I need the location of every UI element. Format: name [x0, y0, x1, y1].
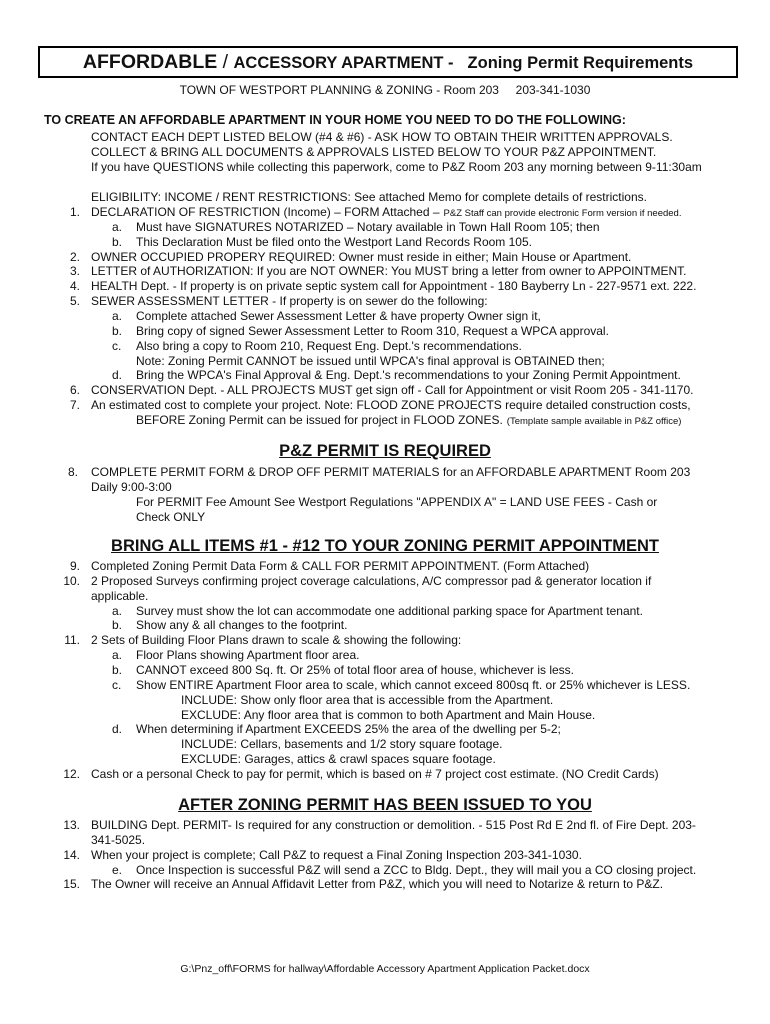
list-item-text [91, 559, 589, 573]
list-item-main-text: EXCLUDE: Any floor area that is common to both Apartment and Main House. [181, 707, 596, 722]
title-box [38, 46, 738, 78]
list-number: 3. [69, 264, 80, 279]
list-item-text [136, 354, 605, 368]
list-item-text [136, 368, 681, 382]
list-item-main-text: INCLUDE: Show only floor area that is accessible from the Apartment. [181, 692, 554, 707]
list-item-main-text: Completed Zoning Permit Data Form & CALL FOR PERMIT APPOINTMENT. (Form Attached) [91, 559, 590, 573]
list-item-main-text: applicable. [91, 588, 149, 603]
list-item-main-text: Also bring a copy to Room 210, Request Eng. Dept.'s recommendations. [136, 338, 522, 353]
list-item-text [136, 663, 574, 677]
list-number: 5. [69, 294, 80, 309]
list-item-text [91, 398, 691, 412]
list-item-text [91, 294, 488, 308]
sub-item-letter: d. [112, 722, 123, 737]
list-item-main-text: EXCLUDE: Garages, attics & crawl spaces square footage. [181, 752, 496, 767]
sub-item-letter: c. [112, 677, 122, 692]
list-item-text [91, 633, 461, 647]
list-number: 13. [63, 818, 80, 832]
list-item-text [181, 737, 503, 751]
sub-item-letter: d. [112, 368, 123, 383]
list-number: 4. [69, 279, 80, 294]
intro-heading: TO CREATE AN AFFORDABLE APARTMENT IN YOUR HOME YOU NEED TO DO THE FOLLOWING: [44, 113, 626, 127]
list-item-main-text: 341-5025. [91, 832, 146, 847]
list-number: 14. [63, 847, 80, 862]
list-item-main-text: 2 Sets of Building Floor Plans drawn to scale & showing the following: [91, 633, 462, 648]
intro-line: If you have QUESTIONS while collecting this paperwork, come to P&Z Room 203 any morning between 9-11:30am [91, 160, 702, 174]
heading-pz-permit: P&Z PERMIT IS REQUIRED [279, 442, 491, 460]
list-item-text [91, 205, 681, 221]
list-number: 7. [69, 398, 80, 413]
list-item-text [91, 767, 659, 781]
list-item-text [91, 589, 148, 603]
title-accessory: ACCESSORY APARTMENT - [233, 54, 454, 72]
list-item-main-text: Show ENTIRE Apartment Floor area to scale, which cannot exceed 800sq ft. or 25% whichever is LESS. [136, 677, 691, 692]
list-item-text: For PERMIT Fee Amount See Westport Regulations "APPENDIX A" = LAND USE FEES - Cash or [136, 495, 658, 509]
list-item-text [91, 848, 582, 862]
list-item-text [91, 574, 651, 588]
list-item-main-text: Once Inspection is successful P&Z will send a ZCC to Bldg. Dept., they will mail you a CO closing project. [136, 862, 697, 877]
list-item-main-text: Note: Zoning Permit CANNOT be issued until WPCA's final approval is OBTAINED then; [136, 353, 605, 368]
list-item-text [136, 220, 600, 234]
eligibility-line: ELIGIBILITY: INCOME / RENT RESTRICTIONS: See attached Memo for complete details of restrictions. [91, 190, 647, 204]
list-item-main-text: BUILDING Dept. PERMIT- Is required for any construction or demolition. - 515 Post Rd E 2nd fl. of Fire Dept. 203- [91, 818, 696, 832]
list-item-text: COMPLETE PERMIT FORM & DROP OFF PERMIT MATERIALS for an AFFORDABLE APARTMENT Room 203 [91, 465, 691, 479]
sub-item-letter: e. [112, 862, 123, 877]
list-number: 2. [69, 249, 80, 264]
list-item-main-text: CONSERVATION Dept. - ALL PROJECTS MUST get sign off - Call for Appointment or visit Room 205 - 341-1170. [91, 383, 694, 398]
list-item-text [91, 279, 696, 293]
list-item-text [91, 250, 631, 264]
list-item-text [136, 339, 522, 353]
list-item-main-text: Survey must show the lot can accommodate one additional parking space for Apartment tenant. [136, 603, 643, 618]
heading-after-permit: AFTER ZONING PERMIT HAS BEEN ISSUED TO YOU [178, 796, 592, 814]
list-item-text [136, 618, 347, 632]
list-item-text [136, 309, 541, 323]
sub-item-letter: a. [112, 308, 123, 323]
list-item-note: P&Z Staff can provide electronic Form version if needed. [443, 208, 682, 219]
list-item-main-text: HEALTH Dept. - If property is on private septic system call for Appointment - 180 Bayberry Ln - 227-9571 ext. 222. [91, 279, 697, 294]
intro-line: COLLECT & BRING ALL DOCUMENTS & APPROVALS LISTED BELOW TO YOUR P&Z APPOINTMENT. [91, 145, 657, 159]
list-item-main-text: Cash or a personal Check to pay for permit, which is based on # 7 project cost estimate. (NO Credit Cards) [91, 766, 659, 781]
list-item-text [181, 752, 496, 766]
list-item-main-text: 2 Proposed Surveys confirming project coverage calculations, A/C compressor pad & generator location if [91, 573, 652, 588]
list-item-main-text: Complete attached Sewer Assessment Letter & have property Owner sign it, [136, 308, 541, 323]
list-item-text [181, 693, 553, 707]
sub-item-letter: b. [112, 234, 123, 249]
list-number: 10. [63, 573, 80, 588]
list-item-main-text: An estimated cost to complete your project. Note: FLOOD ZONE PROJECTS require detailed construction costs, [91, 398, 691, 413]
list-item-main-text: Bring copy of signed Sewer Assessment Letter to Room 310, Request a WPCA approval. [136, 323, 609, 338]
list-item-text [136, 722, 561, 736]
title-zoning: Zoning Permit Requirements [467, 54, 694, 72]
sub-item-letter: b. [112, 618, 123, 633]
list-item-text [136, 413, 681, 429]
list-item-main-text: Bring the WPCA's Final Approval & Eng. Dept.'s recommendations to your Zoning Permit Appointment. [136, 368, 681, 383]
list-number: 9. [69, 559, 80, 573]
intro-line: CONTACT EACH DEPT LISTED BELOW (#4 & #6) - ASK HOW TO OBTAIN THEIR WRITTEN APPROVALS. [91, 130, 673, 144]
list-item-main-text: DECLARATION OF RESTRICTION (Income) – FORM Attached – [91, 205, 440, 219]
list-item-text: Daily 9:00-3:00 [91, 480, 172, 494]
list-number: 11. [64, 633, 80, 648]
list-item-text [136, 863, 696, 877]
title-affordable: AFFORDABLE [82, 51, 218, 73]
list-item-main-text: Must have SIGNATURES NOTARIZED – Notary available in Town Hall Room 105; then [136, 219, 600, 234]
sub-item-letter: b. [112, 323, 123, 338]
list-item-main-text: When your project is complete; Call P&Z to request a Final Zoning Inspection 203-341-1030. [91, 847, 582, 862]
list-item-text [136, 648, 359, 662]
list-item-text [91, 877, 663, 891]
list-number: 6. [69, 383, 80, 398]
footer-file-path: G:\Pnz_off\FORMS for hallway\Affordable Accessory Apartment Application Packet.docx [180, 963, 590, 975]
list-number: 12. [63, 766, 80, 781]
list-item-text [136, 324, 609, 338]
sub-item-letter: a. [112, 603, 123, 618]
list-item-text: Check ONLY [136, 510, 206, 524]
heading-bring-items: BRING ALL ITEMS #1 - #12 TO YOUR ZONING PERMIT APPOINTMENT [111, 537, 659, 555]
list-item-text [91, 833, 145, 847]
list-item-main-text: The Owner will receive an Annual Affidavit Letter from P&Z, which you will need to Notarize & return to P&Z. [91, 877, 664, 892]
list-number: 15. [63, 877, 80, 892]
list-number: 1. [69, 205, 80, 219]
list-number: 8. [67, 465, 78, 479]
list-item-main-text: SEWER ASSESSMENT LETTER - If property is on sewer do the following: [91, 294, 488, 309]
list-item-text [181, 708, 595, 722]
list-item-main-text: This Declaration Must be filed onto the Westport Land Records Room 105. [136, 234, 532, 249]
list-item-main-text: Show any & all changes to the footprint. [136, 618, 348, 633]
list-item-text [136, 235, 532, 249]
subtitle: TOWN OF WESTPORT PLANNING & ZONING - Room 203 203-341-1030 [179, 83, 591, 97]
list-item-main-text: INCLUDE: Cellars, basements and 1/2 story square footage. [181, 737, 503, 752]
list-item-main-text: CANNOT exceed 800 Sq. ft. Or 25% of total floor area of house, whichever is less. [136, 662, 574, 677]
list-item-main-text: LETTER of AUTHORIZATION: If you are NOT OWNER: You MUST bring a letter from owner to APPOINTMENT. [91, 264, 687, 279]
sub-item-letter: a. [112, 219, 123, 234]
list-item-main-text: BEFORE Zoning Permit can be issued for project in FLOOD ZONES. [136, 412, 503, 427]
list-item-main-text: When determining if Apartment EXCEEDS 25% the area of the dwelling per 5-2; [136, 722, 561, 737]
sub-item-letter: a. [112, 648, 123, 663]
list-item-text [91, 383, 693, 397]
list-item-text [136, 678, 690, 692]
title-separator: / [217, 51, 234, 73]
list-item-text [91, 818, 696, 832]
list-item-text [136, 604, 643, 618]
list-item-text [91, 264, 687, 278]
sub-item-letter: b. [112, 662, 123, 677]
list-item-note: (Template sample available in P&Z office) [506, 415, 682, 427]
list-item-main-text: OWNER OCCUPIED PROPERY REQUIRED: Owner must reside in either; Main House or Apartment. [91, 249, 632, 264]
sub-item-letter: c. [112, 338, 122, 353]
list-item-main-text: Floor Plans showing Apartment floor area. [136, 648, 360, 663]
